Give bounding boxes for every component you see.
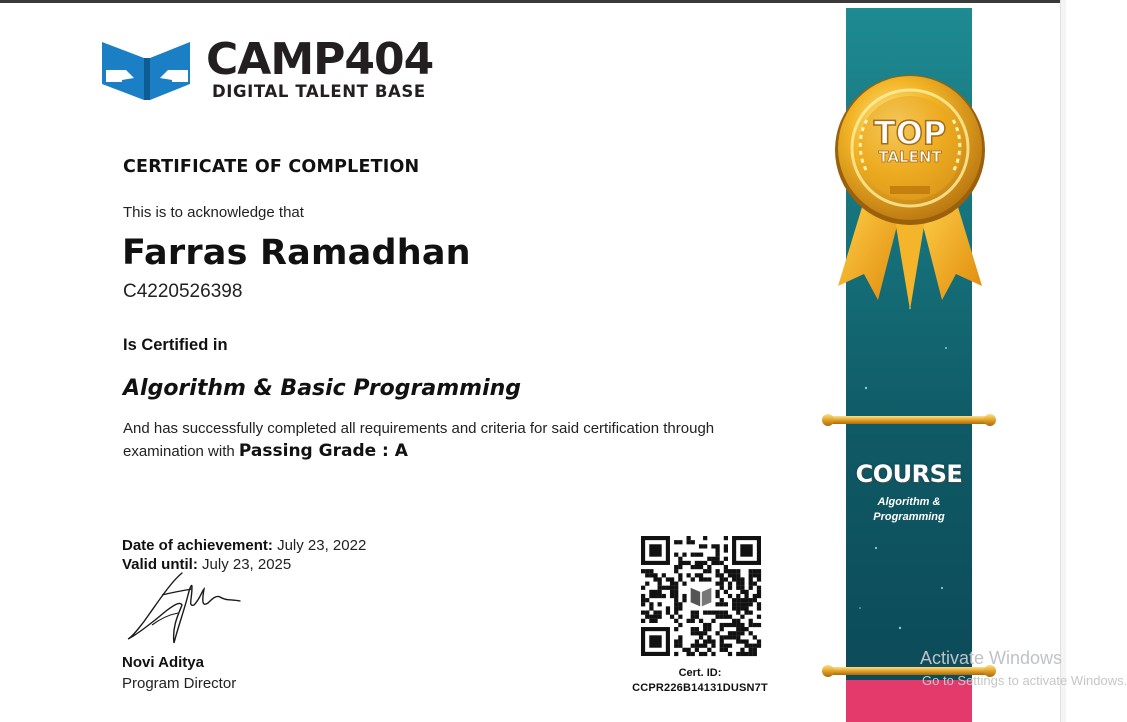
valid-label: Valid until: (122, 556, 198, 573)
description-text: And has successfully completed all requirements and criteria for said certification through examination with (123, 420, 715, 460)
qr-code[interactable] (641, 536, 761, 656)
signature-image (122, 565, 252, 647)
signer-role: Program Director (122, 675, 237, 692)
banner-course-line1: Algorithm & (877, 496, 941, 508)
banner-course-line2: Programming (873, 511, 945, 523)
achievement-label: Date of achievement: (122, 537, 273, 554)
medal-text-top: TOP (873, 114, 947, 152)
passing-grade: Passing Grade : A (238, 441, 408, 461)
activate-windows-watermark: Activate Windows (920, 648, 1063, 668)
camp404-logo (100, 34, 440, 106)
activate-windows-sub: Go to Settings to activate Windows. (922, 673, 1127, 688)
brand-name: CAMP404 (206, 34, 434, 85)
acknowledge-text: This is to acknowledge that (123, 204, 304, 221)
qr-center-logo-icon (691, 588, 712, 607)
achievement-value: July 23, 2022 (277, 537, 367, 554)
signer-name: Novi Aditya (122, 654, 204, 671)
brand-tagline: DIGITAL TALENT BASE (212, 82, 426, 101)
page-edge (1060, 0, 1066, 722)
course-title: Algorithm & Basic Programming (123, 376, 522, 401)
completion-description (123, 417, 723, 463)
top-border (0, 0, 1065, 3)
open-book-hands-icon (100, 34, 194, 106)
banner-course-label: COURSE (855, 460, 963, 488)
certified-in-label: Is Certified in (123, 336, 228, 354)
cert-id-label: Cert. ID: (678, 667, 722, 679)
certificate-heading: CERTIFICATE OF COMPLETION (123, 157, 420, 177)
scroll-rod-top (822, 413, 996, 427)
banner-course-name (846, 495, 972, 525)
recipient-name: Farras Ramadhan (122, 233, 471, 273)
medal-text-talent: TALENT (878, 148, 942, 166)
valid-value: July 23, 2025 (202, 556, 292, 573)
achievement-date-row (122, 536, 366, 555)
cert-id-value: CCPR226B14131DUSN7T (632, 682, 768, 694)
top-talent-medal-icon (818, 74, 1002, 314)
recipient-id: C4220526398 (123, 281, 243, 302)
